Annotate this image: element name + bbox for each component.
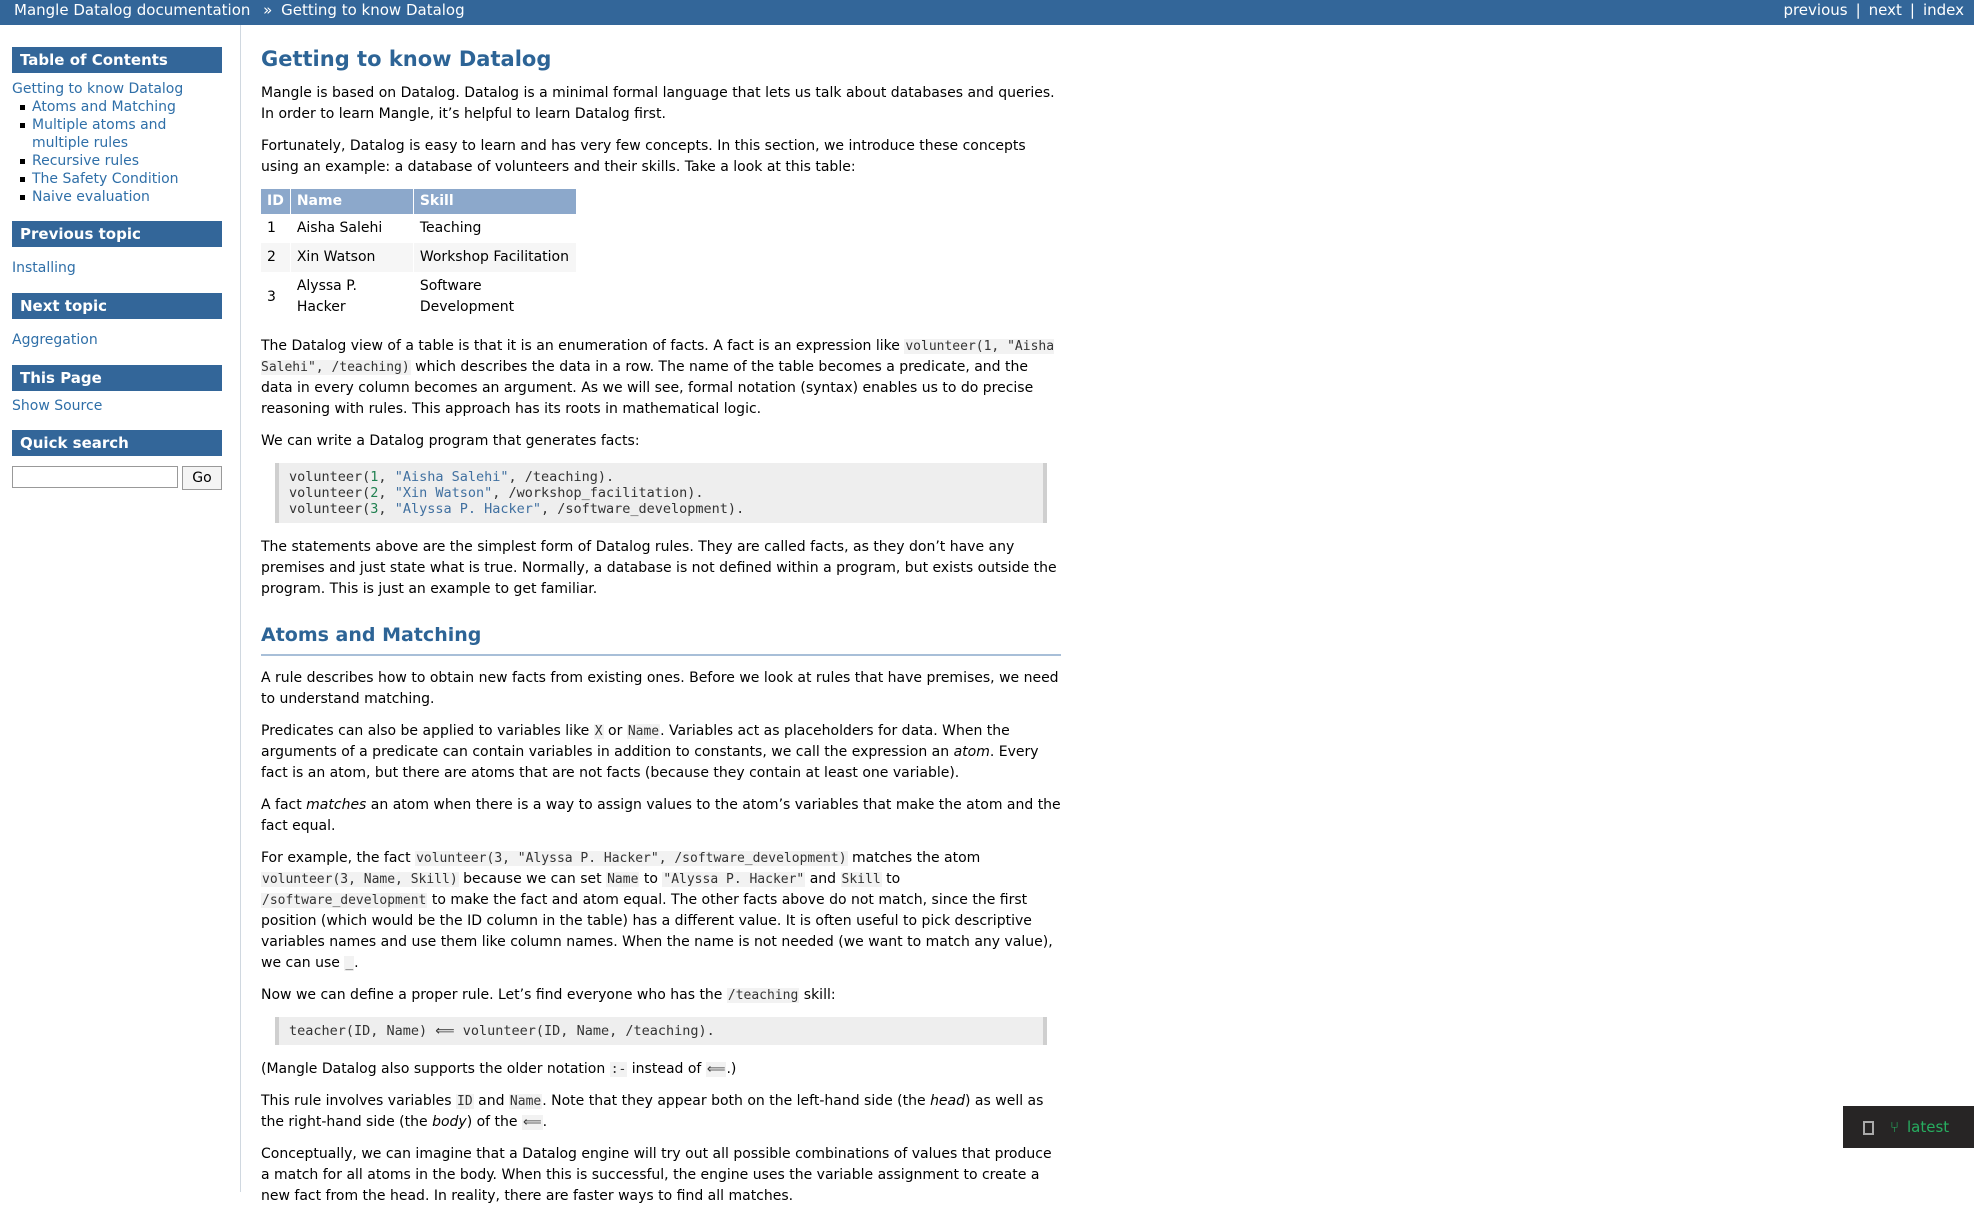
toc-item-multiple-atoms[interactable]: Multiple atoms and multiple rules [32,116,227,152]
inline-code: X [594,724,603,739]
inline-code: /software_development [262,893,427,908]
next-topic-link[interactable]: Aggregation [12,332,98,348]
toc-heading: Table of Contents [12,47,222,73]
inline-code: Name [627,724,660,739]
previous-topic-link[interactable]: Installing [12,260,76,276]
next-link[interactable]: next [1868,1,1902,19]
table-cell: 2 [261,243,290,272]
code-block-rule: teacher(ID, Name) ⟸ volunteer(ID, Name, /teaching). [275,1017,1047,1045]
breadcrumb-separator: » [263,1,273,19]
toc-list [12,80,227,206]
code-block-facts [275,463,1047,523]
git-branch-icon: ⑂ [1890,1118,1900,1136]
code-line: volunteer(1, "Aisha Salehi", /teaching). [289,469,615,485]
volunteers-table [261,189,577,322]
paragraph: We can write a Datalog program that generates facts: [261,433,640,449]
related-links [1783,0,1964,20]
paragraph: The statements above are the simplest form of Datalog rules. They are called facts, as they don’t have any premises and just state what is true. Normally, a database is not defined within a program, but exists outside the program. This is just an example to get familiar. [261,539,1057,597]
inline-code: :- [610,1062,627,1077]
breadcrumb-current-page: Getting to know Datalog [281,1,465,19]
paragraph: (Mangle Datalog also supports the older notation :- instead of ⟸.) [261,1061,737,1077]
section-heading-atoms-and-matching: Atoms and Matching [261,622,1061,656]
table-cell: Software Development [413,272,576,322]
paragraph: Predicates can also be applied to variables like X or Name. Variables act as placeholders for data. When the arguments of a predicate can contain variables in addition to constants, we call the expression an atom. Every fact is an atom, but there are atoms that are not facts (because they contain at least one variable). [261,723,1039,781]
inline-code: volunteer(3, Name, Skill) [262,872,458,887]
toc-item-naive-evaluation[interactable]: Naive evaluation [32,188,227,206]
breadcrumb-home-link[interactable]: Mangle Datalog documentation [14,1,251,19]
search-go-button[interactable]: Go [182,466,222,490]
inline-code: ⟸ [706,1062,726,1077]
table-row [261,214,576,243]
table-cell: 1 [261,214,290,243]
this-page-heading: This Page [12,365,222,391]
quick-search-heading: Quick search [12,430,222,456]
inline-code: /teaching [727,988,799,1003]
toc-item-safety-condition[interactable]: The Safety Condition [32,170,227,188]
previous-topic-heading: Previous topic [12,221,222,247]
link-separator: | [1855,1,1861,19]
table-header-row [261,189,576,214]
table-cell: 3 [261,272,290,322]
table-header-id: ID [261,189,290,214]
search-input[interactable] [12,466,178,488]
link-separator: | [1909,1,1915,19]
sidebar [0,25,241,1192]
table-cell: Workshop Facilitation [413,243,576,272]
page-title: Getting to know Datalog [261,47,552,71]
code-line: volunteer(3, "Alyssa P. Hacker", /software_development). [289,501,745,517]
paragraph: Mangle is based on Datalog. Datalog is a minimal formal language that lets us talk about databases and queries. In order to learn Mangle, it’s helpful to learn Datalog first. [261,85,1055,122]
table-cell: Aisha Salehi [290,214,413,243]
paragraph: A rule describes how to obtain new facts from existing ones. Before we look at rules that have premises, we need to understand matching. [261,670,1059,707]
table-row [261,243,576,272]
code-line: volunteer(2, "Xin Watson", /workshop_facilitation). [289,485,704,501]
version-label: latest [1907,1118,1950,1136]
book-icon [1863,1121,1874,1135]
inline-code: "Alyssa P. Hacker" [663,872,805,887]
inline-code: volunteer(1, "Aisha Salehi", /teaching) [261,339,1055,375]
top-navigation-bar [0,0,1974,25]
table-header-skill: Skill [413,189,576,214]
paragraph: Conceptually, we can imagine that a Datalog engine will try out all possible combinations of values that produce a match for all atoms in the body. When this is successful, the engine uses the variable assignment to create a new fact from the head. In reality, there are faster ways to find all matches. [261,1146,1052,1204]
toc-item-recursive-rules[interactable]: Recursive rules [32,152,227,170]
main-content [261,25,1061,1218]
paragraph: A fact matches an atom when there is a way to assign values to the atom’s variables that make the atom and the fact equal. [261,797,1061,834]
table-cell: Teaching [413,214,576,243]
table-cell: Alyssa P. Hacker [290,272,413,322]
show-source-link[interactable]: Show Source [12,398,103,414]
toc-item-atoms-and-matching[interactable]: Atoms and Matching [32,98,227,116]
paragraph: The Datalog view of a table is that it is an enumeration of facts. A fact is an expression like volunteer(1, "Aisha Salehi", /teaching) which describes the data in a row. The name of the table becomes a predicate, and the data in every column becomes an argument. As we will see, formal notation (syntax) enables us to do precise reasoning with rules. This approach has its roots in mathematical logic. [261,338,1055,417]
inline-code: Name [509,1094,542,1109]
inline-code: _ [345,956,354,971]
paragraph: This rule involves variables ID and Name. Note that they appear both on the left-hand side (the head) as well as the right-hand side (the body) of the ⟸. [261,1093,1044,1130]
table-row [261,272,576,322]
paragraph: Fortunately, Datalog is easy to learn and has very few concepts. In this section, we introduce these concepts using an example: a database of volunteers and their skills. Take a look at this table: [261,138,1026,175]
paragraph: Now we can define a proper rule. Let’s find everyone who has the /teaching skill: [261,987,836,1003]
table-header-name: Name [290,189,413,214]
inline-code: Name [607,872,639,887]
version-flyout[interactable] [1843,1106,1974,1148]
next-topic-heading: Next topic [12,293,222,319]
paragraph: For example, the fact volunteer(3, "Alyssa P. Hacker", /software_development) matches the atom volunteer(3, Name, Skill) because we can set Name to "Alyssa P. Hacker" and Skill to /software_development to make the fact and atom equal. The other facts above do not match, since the first position (which would be the ID column in the table) has a different value. It is often useful to pick descriptive variables names and use them like column names. When the name is not needed (we want to match any value), we can use _. [261,850,1053,971]
inline-code: Skill [841,872,881,887]
table-cell: Xin Watson [290,243,413,272]
breadcrumb [14,0,465,20]
inline-code: ⟸ [522,1115,542,1130]
toc-item-root[interactable]: Getting to know Datalog [12,81,184,97]
previous-link[interactable]: previous [1783,1,1848,19]
index-link[interactable]: index [1922,1,1964,19]
inline-code: ID [457,1094,473,1109]
inline-code: volunteer(3, "Alyssa P. Hacker", /software_development) [416,851,847,866]
